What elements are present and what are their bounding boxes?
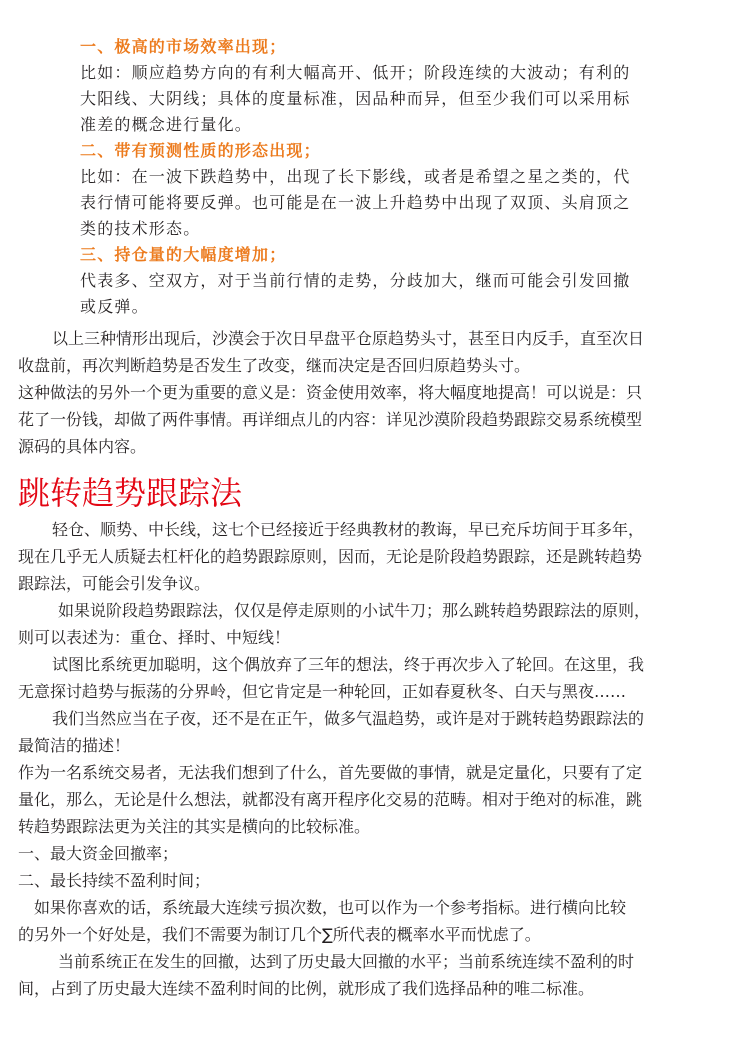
para-b-line-4: 如果说阶段趋势跟踪法，仅仅是停走原则的小试牛刀；那么跳转趋势跟踪法的原则， bbox=[58, 601, 651, 620]
criteria-item-1: 一、最大资金回撤率； bbox=[18, 844, 179, 863]
list-text-2-line-3: 类的技术形态。 bbox=[80, 219, 201, 238]
para-b-line-1: 轻仓、顺势、中长线，这七个已经接近于经典教材的教诲，早已充斥坊间于耳多年， bbox=[52, 520, 645, 539]
para-a-line-3: 这种做法的另外一个更为重要的意义是：资金使用效率，将大幅度地提高！可以说是：只 bbox=[18, 383, 643, 402]
list-text-2-line-2: 表行情可能将要反弹。也可能是在一波上升趋势中出现了双顶、头肩顶之 bbox=[80, 193, 631, 212]
list-text-1-line-1: 比如：顺应趋势方向的有利大幅高开、低开；阶段连续的大波动；有利的 bbox=[80, 63, 631, 82]
para-b-line-17: 当前系统正在发生的回撤，达到了历史最大回撤的水平；当前系统连续不盈利的时 bbox=[58, 952, 635, 971]
para-a-line-1: 以上三种情形出现后，沙漠会于次日早盘平仓原趋势头寸，甚至日内反手，直至次日 bbox=[52, 329, 645, 348]
para-b-line-18: 间，占到了历史最大连续不盈利时间的比例，就形成了我们选择品种的唯二标准。 bbox=[18, 979, 595, 998]
para-b-line-8: 我们当然应当在子夜，还不是在正午，做多气温趋势，或许是对于跳转趋势跟踪法的 bbox=[52, 709, 645, 728]
para-b-line-7: 无意探讨趋势与振荡的分界岭，但它肯定是一种轮回，正如春夏秋冬、白天与黑夜…… bbox=[18, 682, 627, 701]
para-b-line-2: 现在几乎无人质疑去杠杆化的趋势跟踪原则，因而，无论是阶段趋势跟踪，还是跳转趋势 bbox=[18, 547, 643, 566]
list-heading-1: 一、极高的市场效率出现； bbox=[80, 37, 287, 56]
list-heading-3: 三、持仓量的大幅度增加； bbox=[80, 245, 287, 264]
para-b-line-9: 最简洁的描述！ bbox=[18, 736, 131, 755]
list-text-2-line-1: 比如：在一波下跌趋势中，出现了长下影线，或者是希望之星之类的，代 bbox=[80, 167, 631, 186]
para-a-line-2: 收盘前，再次判断趋势是否发生了改变，继而决定是否回归原趋势头寸。 bbox=[18, 356, 531, 375]
para-b-line-11: 量化，那么，无论是什么想法，就都没有离开程序化交易的范畴。相对于绝对的标准，跳 bbox=[18, 790, 643, 809]
para-b-line-3: 跟踪法，可能会引发争议。 bbox=[18, 574, 211, 593]
list-text-3-line-2: 或反弹。 bbox=[80, 297, 149, 316]
list-text-1-line-2: 大阳线、大阴线；具体的度量标准，因品种而异，但至少我们可以采用标 bbox=[80, 89, 631, 108]
para-b-line-5: 则可以表述为：重仓、择时、中短线！ bbox=[18, 628, 291, 647]
para-b-line-15: 如果你喜欢的话，系统最大连续亏损次数，也可以作为一个参考指标。进行横向比较 bbox=[34, 898, 627, 917]
list-text-1-line-3: 准差的概念进行量化。 bbox=[80, 115, 253, 134]
para-a-line-4: 花了一份钱，却做了两件事情。再详细点儿的内容：详见沙漠阶段趋势跟踪交易系统模型 bbox=[18, 410, 643, 429]
para-a-line-5: 源码的具体内容。 bbox=[18, 437, 147, 456]
para-b-line-10: 作为一名系统交易者，无法我们想到了什么，首先要做的事情，就是定量化，只要有了定 bbox=[18, 763, 643, 782]
section-title: 跳转趋势跟踪法 bbox=[18, 474, 243, 512]
list-text-3-line-1: 代表多、空双方，对于当前行情的走势，分歧加大，继而可能会引发回撤 bbox=[80, 271, 631, 290]
para-b-line-12: 转趋势跟踪法更为关注的其实是横向的比较标准。 bbox=[18, 817, 371, 836]
para-b-line-6: 试图比系统更加聪明，这个偶放弃了三年的想法，终于再次步入了轮回。在这里，我 bbox=[52, 655, 645, 674]
criteria-item-2: 二、最长持续不盈利时间； bbox=[18, 871, 211, 890]
list-heading-2: 二、带有预测性质的形态出现； bbox=[80, 141, 321, 160]
para-b-line-16: 的另外一个好处是，我们不需要为制订几个∑所代表的概率水平而忧虑了。 bbox=[18, 925, 541, 944]
